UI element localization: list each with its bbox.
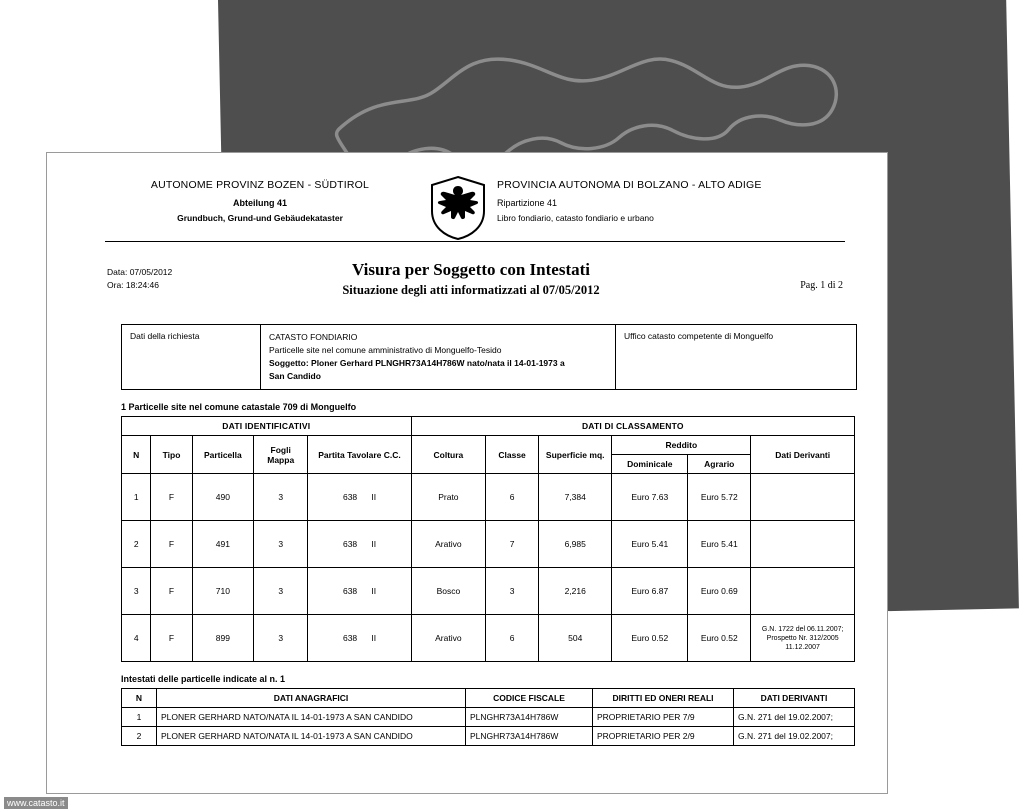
cell-agrario: Euro 0.52 — [688, 615, 751, 662]
cell-tipo: F — [151, 615, 192, 662]
cell-foglio: 3 — [254, 615, 308, 662]
page-value: 1 di 2 — [820, 280, 843, 291]
cell-n: 3 — [122, 568, 151, 615]
table-row — [122, 521, 855, 568]
cell-superficie: 7,384 — [539, 474, 612, 521]
header-left-german — [105, 179, 415, 223]
title-row — [83, 256, 859, 312]
owners-table — [121, 688, 855, 746]
section-1-caption: 1 Particelle site nel comune catastale 709 di Monguelfo — [121, 402, 357, 412]
cell-coltura: Prato — [411, 474, 486, 521]
date-label: Data: — [107, 267, 128, 277]
cell-coltura: Arativo — [411, 521, 486, 568]
col-dominicale: Dominicale — [612, 455, 688, 474]
cell-partita — [308, 521, 411, 568]
document-page — [46, 152, 888, 794]
header-de-department: Abteilung 41 — [232, 198, 287, 208]
owners-col-derivanti: DATI DERIVANTI — [734, 689, 855, 708]
table-row — [122, 727, 855, 746]
cell-derivanti — [751, 568, 855, 615]
page-subtitle: Situazione degli atti informatizzati al 07/05/2012 — [342, 283, 600, 297]
table-subheader-row — [122, 436, 855, 455]
time-label: Ora: — [107, 280, 124, 290]
header-it-office: Libro fondiario, catasto fondiario e urbano — [497, 213, 654, 223]
page-label: Pag. — [800, 280, 818, 291]
cell-superficie: 504 — [539, 615, 612, 662]
cell-foglio: 3 — [254, 568, 308, 615]
parcels-table — [121, 416, 855, 662]
cell-n: 2 — [122, 521, 151, 568]
cell-derivanti: G.N. 1722 del 06.11.2007; Prospetto Nr. 312/2005 11.12.2007 — [751, 615, 855, 662]
request-office-cell: Uffico catasto competente di Monguelfo — [615, 325, 856, 389]
owners-cell-n: 1 — [122, 708, 157, 727]
cell-coltura: Arativo — [411, 615, 486, 662]
cell-n: 4 — [122, 615, 151, 662]
col-coltura: Coltura — [411, 436, 486, 474]
owners-cell-derivanti: G.N. 271 del 19.02.2007; — [734, 708, 855, 727]
cell-dominicale: Euro 6.87 — [612, 568, 688, 615]
owners-cell-anagrafici: PLONER GERHARD NATO/NATA IL 14-01-1973 A SAN CANDIDO — [157, 708, 466, 727]
site-watermark: www.catasto.it — [4, 797, 68, 809]
col-partita-tavolare: Partita Tavolare C.C. — [308, 436, 411, 474]
cell-tipo: F — [151, 474, 192, 521]
request-label-cell: Dati della richiesta — [130, 331, 200, 341]
page-title: Visura per Soggetto con Intestati — [352, 260, 590, 279]
col-agrario: Agrario — [688, 455, 751, 474]
page-number — [800, 280, 843, 291]
col-superficie: Superficie mq. — [539, 436, 612, 474]
cell-n: 1 — [122, 474, 151, 521]
cell-partita-num: 638 — [342, 492, 358, 502]
cell-agrario: Euro 5.41 — [688, 521, 751, 568]
page-title-block — [83, 260, 859, 298]
time-value: 18:24:46 — [125, 280, 159, 290]
document-header — [105, 179, 845, 242]
col-tipo: Tipo — [151, 436, 192, 474]
group-header-classamento: DATI DI CLASSAMENTO — [411, 417, 854, 436]
owners-cell-derivanti: G.N. 271 del 19.02.2007; — [734, 727, 855, 746]
cell-classe: 7 — [486, 521, 539, 568]
document-content — [83, 169, 859, 777]
cell-partita — [308, 474, 411, 521]
cell-foglio: 3 — [254, 521, 308, 568]
cell-partita-num: 638 — [342, 633, 358, 643]
cell-partita-suffix: II — [371, 633, 377, 643]
group-header-identificativi: DATI IDENTIFICATIVI — [122, 417, 412, 436]
cell-dominicale: Euro 7.63 — [612, 474, 688, 521]
cell-particella: 491 — [192, 521, 253, 568]
date-value: 07/05/2012 — [129, 267, 173, 277]
eagle-crest-icon — [427, 175, 489, 241]
cell-derivanti — [751, 474, 855, 521]
cell-particella: 899 — [192, 615, 253, 662]
cell-foglio: 3 — [254, 474, 308, 521]
col-n: N — [122, 436, 151, 474]
owners-cell-n: 2 — [122, 727, 157, 746]
cell-particella: 710 — [192, 568, 253, 615]
request-subject-line1: Soggetto: Ploner Gerhard PLNGHR73A14H786W nato/nata il 14-01-1973 a — [269, 358, 565, 368]
header-it-department: Ripartizione 41 — [497, 198, 558, 208]
owners-cell-anagrafici: PLONER GERHARD NATO/NATA IL 14-01-1973 A SAN CANDIDO — [157, 727, 466, 746]
cell-agrario: Euro 5.72 — [688, 474, 751, 521]
owners-col-diritti: DIRITTI ED ONERI REALI — [593, 689, 734, 708]
request-catasto-type: CATASTO FONDIARIO — [269, 332, 358, 342]
header-de-authority: AUTONOME PROVINZ BOZEN - SÜDTIROL — [150, 179, 370, 191]
cell-superficie: 6,985 — [539, 521, 612, 568]
cell-dominicale: Euro 0.52 — [612, 615, 688, 662]
table-row — [122, 568, 855, 615]
cell-partita-suffix: II — [371, 586, 377, 596]
table-row — [122, 474, 855, 521]
col-classe: Classe — [486, 436, 539, 474]
cell-classe: 6 — [486, 474, 539, 521]
cell-tipo: F — [151, 568, 192, 615]
request-subject-line2: San Candido — [269, 371, 321, 381]
cell-classe: 3 — [486, 568, 539, 615]
owners-cell-codice: PLNGHR73A14H786W — [466, 708, 593, 727]
cell-partita — [308, 615, 411, 662]
cell-partita-suffix: II — [371, 492, 377, 502]
cell-partita — [308, 568, 411, 615]
request-details-cell — [260, 325, 615, 389]
cell-agrario: Euro 0.69 — [688, 568, 751, 615]
cell-classe: 6 — [486, 615, 539, 662]
col-foglio-mappa: Fogli Mappa — [254, 436, 308, 474]
header-right-italian — [497, 179, 827, 223]
owners-col-n: N — [122, 689, 157, 708]
cell-particella: 490 — [192, 474, 253, 521]
owners-col-anagrafici: DATI ANAGRAFICI — [157, 689, 466, 708]
cell-superficie: 2,216 — [539, 568, 612, 615]
request-box — [121, 324, 857, 390]
owners-col-codice-fiscale: CODICE FISCALE — [466, 689, 593, 708]
table-group-header-row — [122, 417, 855, 436]
cell-partita-suffix: II — [371, 539, 377, 549]
owners-cell-diritti: PROPRIETARIO PER 2/9 — [593, 727, 734, 746]
cell-coltura: Bosco — [411, 568, 486, 615]
owners-cell-codice: PLNGHR73A14H786W — [466, 727, 593, 746]
header-de-office: Grundbuch, Grund-und Gebäudekataster — [177, 213, 343, 223]
cell-derivanti — [751, 521, 855, 568]
header-it-authority: PROVINCIA AUTONOMA DI BOLZANO - ALTO ADIGE — [497, 179, 762, 191]
col-reddito-group: Reddito — [612, 436, 751, 455]
col-dati-derivanti: Dati Derivanti — [751, 436, 855, 474]
cell-tipo: F — [151, 521, 192, 568]
cell-dominicale: Euro 5.41 — [612, 521, 688, 568]
table-row — [122, 708, 855, 727]
table-row — [122, 615, 855, 662]
owners-header-row — [122, 689, 855, 708]
owners-cell-diritti: PROPRIETARIO PER 7/9 — [593, 708, 734, 727]
cell-partita-num: 638 — [342, 586, 358, 596]
section-2-caption: Intestati delle particelle indicate al n. 1 — [121, 674, 286, 684]
request-municipality: Particelle site nel comune amministrativo di Monguelfo-Tesido — [269, 345, 502, 355]
cell-partita-num: 638 — [342, 539, 358, 549]
col-particella: Particella — [192, 436, 253, 474]
